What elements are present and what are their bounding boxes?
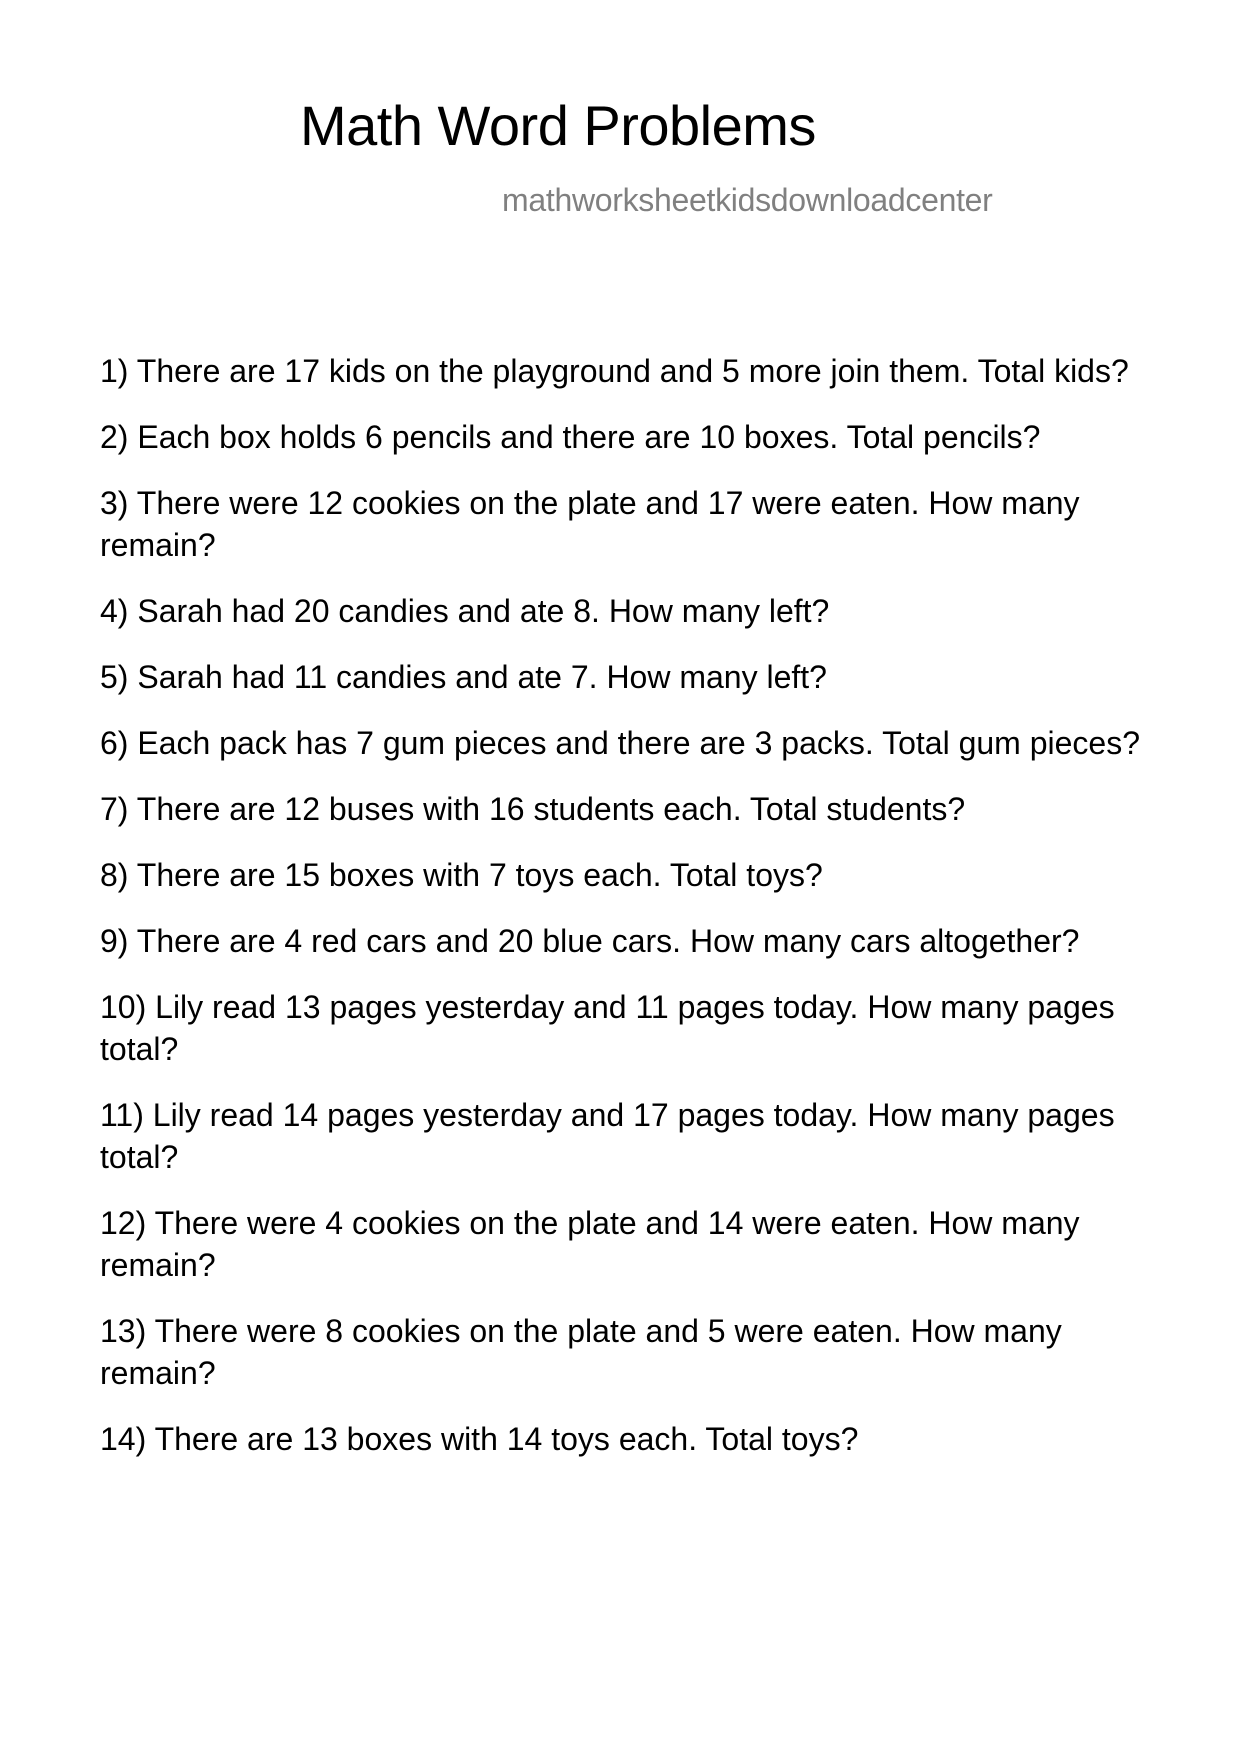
problem-item: 14) There are 13 boxes with 14 toys each. Total toys? xyxy=(100,1421,859,1457)
problem-item: 4) Sarah had 20 candies and ate 8. How many left? xyxy=(100,593,830,629)
problem-item: 7) There are 12 buses with 16 students each. Total students? xyxy=(100,791,966,827)
problem-list xyxy=(100,350,1150,1484)
problem-item: 6) Each pack has 7 gum pieces and there are 3 packs. Total gum pieces? xyxy=(100,725,1141,761)
problem-item: 5) Sarah had 11 candies and ate 7. How many left? xyxy=(100,659,827,695)
page-title: Math Word Problems xyxy=(300,94,816,157)
problem-item: 3) There were 12 cookies on the plate and 17 were eaten. How many remain? xyxy=(100,485,1080,563)
problem-item: 12) There were 4 cookies on the plate and 14 were eaten. How many remain? xyxy=(100,1205,1080,1283)
problem-item: 1) There are 17 kids on the playground and 5 more join them. Total kids? xyxy=(100,353,1129,389)
page-subtitle: mathworksheetkidsdownloadcenter xyxy=(502,182,993,218)
problem-item: 13) There were 8 cookies on the plate and 5 were eaten. How many remain? xyxy=(100,1313,1062,1391)
problem-item: 11) Lily read 14 pages yesterday and 17 pages today. How many pages total? xyxy=(100,1097,1115,1175)
problem-item: 10) Lily read 13 pages yesterday and 11 pages today. How many pages total? xyxy=(100,989,1115,1067)
problem-item: 2) Each box holds 6 pencils and there are 10 boxes. Total pencils? xyxy=(100,419,1041,455)
problem-item: 9) There are 4 red cars and 20 blue cars. How many cars altogether? xyxy=(100,923,1080,959)
problem-item: 8) There are 15 boxes with 7 toys each. Total toys? xyxy=(100,857,823,893)
